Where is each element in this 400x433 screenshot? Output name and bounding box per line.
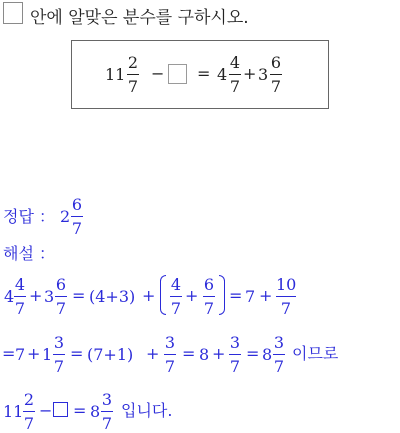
- fraction-bar: [229, 354, 241, 355]
- minus-sign: −: [151, 64, 165, 83]
- numerator: 2: [127, 53, 139, 72]
- denominator: 7: [71, 219, 83, 238]
- plus-sign: +: [212, 344, 226, 363]
- fraction-bar: [276, 296, 296, 297]
- numerator: 2: [23, 390, 35, 409]
- numerator: 10: [276, 275, 297, 294]
- left-parenthesis: [160, 275, 166, 315]
- grouped-sum: (4+3): [89, 287, 136, 306]
- whole-number: 7: [245, 287, 256, 306]
- fraction-bar: [14, 296, 26, 297]
- equals-sign: =: [229, 286, 243, 305]
- equals-sign: =: [182, 344, 196, 363]
- denominator: 7: [229, 357, 241, 376]
- explanation-label: 해설 ：: [3, 244, 55, 263]
- denominator: 7: [14, 299, 26, 318]
- plus-sign: +: [185, 286, 199, 305]
- denominator: 7: [101, 414, 113, 433]
- plus-sign: +: [142, 286, 156, 305]
- fraction-bar: [53, 354, 65, 355]
- numerator: 4: [170, 275, 182, 294]
- fraction-bar: [170, 296, 182, 297]
- numerator: 4: [229, 53, 241, 72]
- answer-blank-box: [3, 2, 23, 24]
- whole-number: 3: [44, 287, 55, 306]
- equals-sign: =: [70, 344, 84, 363]
- denominator: 7: [229, 77, 241, 96]
- equals-sign: =: [73, 401, 87, 420]
- numerator: 6: [203, 275, 215, 294]
- fraction-bar: [127, 74, 139, 75]
- denominator: 7: [203, 299, 215, 318]
- fraction-bar: [23, 411, 35, 412]
- fraction-bar: [71, 216, 83, 217]
- plus-sign: +: [259, 286, 273, 305]
- numerator: 3: [229, 333, 241, 352]
- numerator: 3: [101, 390, 113, 409]
- whole-number: 8: [199, 345, 210, 364]
- whole-number: 11: [3, 402, 24, 421]
- denominator: 7: [270, 77, 282, 96]
- numerator: 3: [53, 333, 65, 352]
- numerator: 4: [14, 275, 26, 294]
- whole-number: 8: [90, 402, 101, 421]
- equals-sign: =: [72, 286, 86, 305]
- numerator: 6: [55, 275, 67, 294]
- equals-sign: =: [197, 64, 211, 83]
- plus-sign: +: [146, 344, 160, 363]
- denominator: 7: [127, 77, 139, 96]
- fraction-bar: [101, 411, 113, 412]
- line-suffix: 이므로: [292, 344, 339, 363]
- fraction-bar: [270, 74, 282, 75]
- denominator: 7: [280, 299, 292, 318]
- denominator: 7: [23, 414, 35, 433]
- plus-sign: +: [29, 286, 43, 305]
- denominator: 7: [170, 299, 182, 318]
- blank-answer-box[interactable]: [168, 64, 187, 84]
- fraction-bar: [164, 354, 176, 355]
- denominator: 7: [55, 299, 67, 318]
- fraction-bar: [55, 296, 67, 297]
- numerator: 6: [71, 195, 83, 214]
- fraction-bar: [229, 74, 241, 75]
- whole-number: 2: [60, 207, 71, 226]
- whole-number: 7: [15, 345, 26, 364]
- equals-sign: =: [2, 344, 16, 363]
- line-suffix: 입니다.: [121, 401, 173, 420]
- whole-number: 4: [217, 65, 228, 84]
- denominator: 7: [273, 357, 285, 376]
- minus-sign: −: [39, 401, 53, 420]
- numerator: 6: [270, 53, 282, 72]
- fraction-bar: [203, 296, 215, 297]
- whole-number: 1: [42, 345, 53, 364]
- plus-sign: +: [27, 344, 41, 363]
- blank-square-symbol: [53, 402, 68, 417]
- denominator: 7: [53, 357, 65, 376]
- whole-number: 11: [105, 65, 126, 84]
- whole-number: 3: [258, 65, 269, 84]
- right-parenthesis: [219, 275, 225, 315]
- whole-number: 4: [4, 287, 15, 306]
- fraction-bar: [273, 354, 285, 355]
- whole-number: 8: [262, 345, 273, 364]
- numerator: 3: [164, 333, 176, 352]
- question-text: 안에 알맞은 분수를 구하시오.: [30, 8, 249, 28]
- grouped-sum: (7+1): [87, 345, 134, 364]
- denominator: 7: [164, 357, 176, 376]
- numerator: 3: [273, 333, 285, 352]
- plus-sign: +: [243, 64, 257, 83]
- answer-label: 정답 ：: [3, 207, 55, 226]
- problem-equation-box: [71, 40, 329, 109]
- equals-sign: =: [246, 344, 260, 363]
